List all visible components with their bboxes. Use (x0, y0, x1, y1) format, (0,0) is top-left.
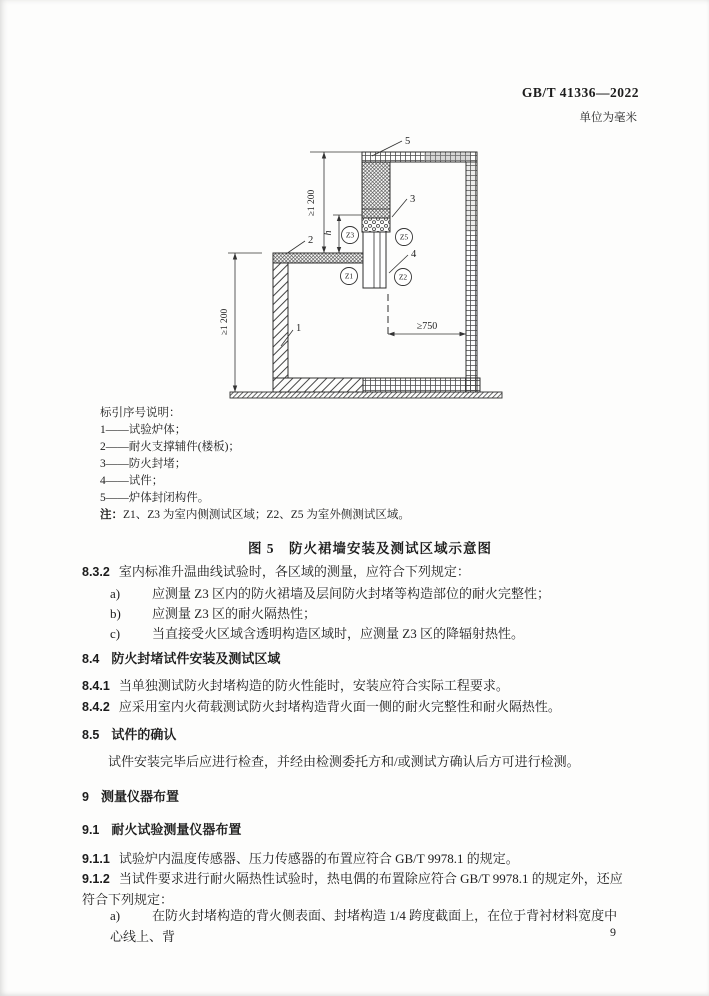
legend-item-1: 1——试验炉体； (100, 424, 187, 436)
dim-left-height: ≥1 200 (220, 308, 230, 336)
clause-number: 8.3.2 (82, 565, 110, 579)
heading-9 (82, 786, 628, 805)
heading-number: 8.4 (82, 652, 100, 666)
legend-title: 标引序号说明： (100, 407, 181, 419)
furnace-floor (273, 378, 363, 392)
list-text: 应测量 Z3 区内的防火裙墙及层间防火封堵等构造部位的耐火完整性； (152, 586, 550, 601)
heading-number: 9 (82, 790, 89, 804)
list-marker: c) (110, 626, 121, 641)
clause-8-4-1 (82, 676, 628, 697)
list-item-b (110, 604, 628, 625)
list-marker: b) (110, 606, 121, 621)
callout-1: 1 (296, 323, 302, 334)
clause-8-5-text: 试件安装完毕后应进行检查，并经由检测委托方和/或测试方确认后方可进行检测。 (108, 754, 580, 769)
fire-skirt-wall (362, 162, 390, 218)
support-floor-slab (273, 253, 363, 263)
zone-z3: Z3 (345, 230, 355, 240)
list-marker: a) (110, 586, 121, 601)
callout-4: 4 (411, 249, 417, 260)
legend-note (100, 508, 410, 523)
scan-shadow (424, 153, 470, 161)
figure-caption: 图 5 防火裙墙安装及测试区域示意图 (247, 541, 493, 556)
clause-text: 当单独测试防火封堵构造的防火性能时，安装应符合实际工程要求。 (118, 678, 509, 693)
legend-item-3: 3——防火封堵； (100, 458, 187, 470)
list-marker: a) (110, 908, 121, 923)
dim-bottom-width: ≥750 (416, 321, 438, 332)
legend-item-5: 5——炉体封闭构件。 (100, 492, 210, 504)
zone-z5: Z5 (399, 232, 409, 242)
list-item-a2 (110, 906, 628, 947)
clause-8-3-2 (82, 562, 628, 583)
specimen-panel (363, 232, 386, 288)
legend-item-4: 4——试件； (100, 475, 164, 487)
fire-stop-seal (362, 218, 390, 232)
heading-8-4 (82, 648, 628, 667)
clause-text: 应采用室内火荷载测试防火封堵构造背火面一侧的耐火完整性和耐火隔热性。 (118, 699, 561, 714)
heading-text: 耐火试验测量仪器布置 (111, 822, 242, 837)
list-text: 应测量 Z3 区的耐火隔热性； (152, 606, 316, 621)
clause-text: 室内标准升温曲线试验时，各区域的测量，应符合下列规定： (118, 564, 470, 579)
dim-skirt-height: h (323, 230, 334, 236)
clause-number: 9.1.2 (82, 872, 110, 886)
furnace-floor-sill (363, 378, 480, 392)
heading-text: 试件的确认 (111, 727, 177, 742)
zone-z2: Z2 (398, 272, 408, 282)
heading-number: 8.5 (82, 728, 100, 742)
clause-number: 8.4.1 (82, 679, 110, 693)
furnace-left-wall (273, 263, 288, 378)
list-item-c (110, 624, 628, 645)
callout-2: 2 (308, 235, 314, 246)
clause-9-1-1 (82, 849, 628, 870)
standard-number: GB/T 41336—2022 (521, 85, 639, 100)
list-item-a (110, 584, 628, 605)
heading-9-1 (82, 819, 628, 838)
heading-number: 9.1 (82, 823, 100, 837)
scan-shadow (467, 162, 476, 232)
clause-number: 8.4.2 (82, 700, 110, 714)
clause-8-4-2 (82, 697, 628, 718)
clause-number: 9.1.1 (82, 852, 110, 866)
legend-item-2: 2——耐火支撑辅件(楼板)； (100, 441, 240, 453)
clause-9-1-2 (82, 869, 628, 910)
heading-8-5 (82, 724, 628, 743)
heading-text: 测量仪器布置 (100, 789, 179, 804)
legend-note-text: Z1、Z3 为室内侧测试区域；Z2、Z5 为室外侧测试区域。 (123, 509, 410, 521)
zone-z1: Z1 (344, 271, 354, 281)
dim-upper-height: ≥1 200 (307, 189, 317, 217)
ground-line (230, 392, 502, 398)
page-number: 9 (610, 925, 616, 939)
heading-text: 防火封堵试件安装及测试区域 (111, 651, 281, 666)
legend-note-label: 注： (100, 509, 123, 521)
callout-3: 3 (410, 194, 416, 205)
list-text: 当直接受火区域含透明构造区域时，应测量 Z3 区的降辐射热性。 (152, 626, 524, 641)
clause-text: 当试件要求进行耐火隔热性试验时，热电偶的布置除应符合 GB/T 9978.1 的规定外，还应符合下列规定： (82, 871, 623, 907)
clause-text: 试验炉内温度传感器、压力传感器的布置应符合 GB/T 9978.1 的规定。 (118, 851, 519, 866)
callout-5: 5 (405, 136, 411, 147)
units-note: 单位为毫米 (579, 112, 637, 124)
list-text: 在防火封堵构造的背火侧表面、封堵构造 1/4 跨度截面上，在位于背衬材料宽度中心线上、背 (110, 908, 618, 944)
